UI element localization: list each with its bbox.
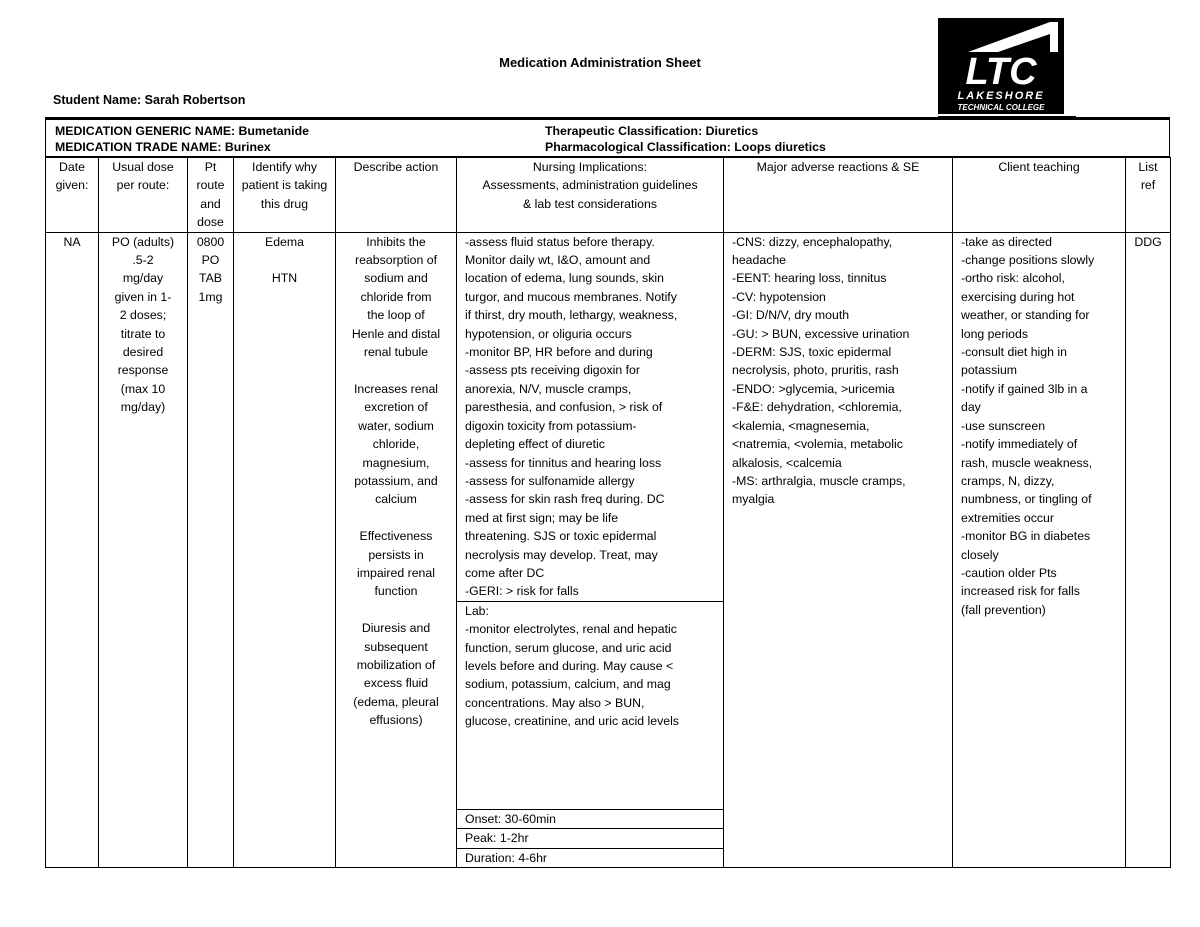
col-date-given: Date given: [46, 158, 99, 233]
peak: Peak: 1-2hr [457, 828, 723, 847]
therapeutic-classification: Therapeutic Classification: Diuretics [545, 124, 759, 138]
medication-info-block [45, 117, 1170, 157]
cell-reason: Edema HTN [234, 232, 336, 867]
col-adverse-reactions: Major adverse reactions & SE [724, 158, 953, 233]
col-reason: Identify why patient is taking this drug [234, 158, 336, 233]
cell-list-ref: DDG [1126, 232, 1171, 867]
col-usual-dose: Usual dose per route: [99, 158, 188, 233]
onset: Onset: 30-60min [457, 809, 723, 828]
duration: Duration: 4-6hr [457, 848, 723, 867]
col-nursing-implications: Nursing Implications: Assessments, administration guidelines & lab test considerations [457, 158, 724, 233]
col-action: Describe action [336, 158, 457, 233]
medication-names [46, 120, 1169, 157]
col-client-teaching: Client teaching [953, 158, 1126, 233]
medication-table [45, 157, 1171, 868]
college-logo [938, 18, 1064, 114]
cell-date-given: NA [46, 232, 99, 867]
generic-name: MEDICATION GENERIC NAME: Bumetanide [55, 124, 309, 138]
nursing-lab: Lab: -monitor electrolytes, renal and hepatic function, serum glucose, and uric acid levels before and during. May cause < sodium, potassium, calcium, and mag concentrations. May also > BUN, glucose, creatinine, and uric acid levels [457, 601, 723, 731]
table-row [46, 232, 1171, 867]
page-title: Medication Administration Sheet [499, 55, 701, 70]
cell-pt-route-dose: 0800 PO TAB 1mg [188, 232, 234, 867]
col-list-ref: List ref [1126, 158, 1171, 233]
logo-subtitle-1: LAKESHORE [957, 90, 1045, 102]
cell-nursing-implications [457, 232, 724, 867]
cell-adverse-reactions: -CNS: dizzy, encephalopathy, headache -EENT: hearing loss, tinnitus -CV: hypotension -GI: D/N/V, dry mouth -GU: > BUN, excessive urination -DERM: SJS, toxic epidermal necrolysis, photo, pruritis, rash -ENDO: >glycemia, >uricemia -F&E: dehydration, <chloremia, <kalemia, <magnesemia, <natremia, <volemia, metabolic alkalosis, <calcemia -MS: arthralgia, muscle cramps, myalgia [724, 232, 953, 867]
logo-text: LTC [965, 51, 1037, 93]
student-name: Student Name: Sarah Robertson [53, 93, 246, 107]
trade-name: MEDICATION TRADE NAME: Burinex [55, 140, 271, 154]
cell-action: Inhibits the reabsorption of sodium and chloride from the loop of Henle and distal renal tubule Increases renal excretion of water, sodium chloride, magnesium, potassium, and calcium Effectiveness persists in impaired renal function Diuresis and subsequent mobilization of excess fluid (edema, pleural effusions) [336, 232, 457, 867]
cell-client-teaching: -take as directed -change positions slowly -ortho risk: alcohol, exercising during hot weather, or standing for long periods -consult diet high in potassium -notify if gained 3lb in a day -use sunscreen -notify immediately of rash, muscle weakness, cramps, N, dizzy, numbness, or tingling of extremities occur -monitor BG in diabetes closely -caution older Pts increased risk for falls (fall prevention) [953, 232, 1126, 867]
table-header-row [46, 158, 1171, 233]
logo-subtitle-2: TECHNICAL COLLEGE [957, 103, 1045, 112]
cell-usual-dose: PO (adults) .5-2 mg/day given in 1- 2 doses; titrate to desired response (max 10 mg/day) [99, 232, 188, 867]
col-pt-route-dose: Pt route and dose [188, 158, 234, 233]
nursing-assessments: -assess fluid status before therapy. Monitor daily wt, I&O, amount and location of edema, lung sounds, skin turgor, and mucous membranes. Notify if thirst, dry mouth, lethargy, weakness, hypotension, or oliguria occurs -monitor BP, HR before and during -assess pts receiving digoxin for anorexia, N/V, muscle cramps, paresthesia, and confusion, > risk of digoxin toxicity from potassium- depleting effect of diuretic -assess for tinnitus and hearing loss -assess for sulfonamide allergy -assess for skin rash freq during. DC med at first sign; may be life threatening. SJS or toxic epidermal necrolysis may develop. Treat, may come after DC -GERI: > risk for falls [465, 234, 678, 599]
pharmacological-classification: Pharmacological Classification: Loops diuretics [545, 140, 826, 154]
